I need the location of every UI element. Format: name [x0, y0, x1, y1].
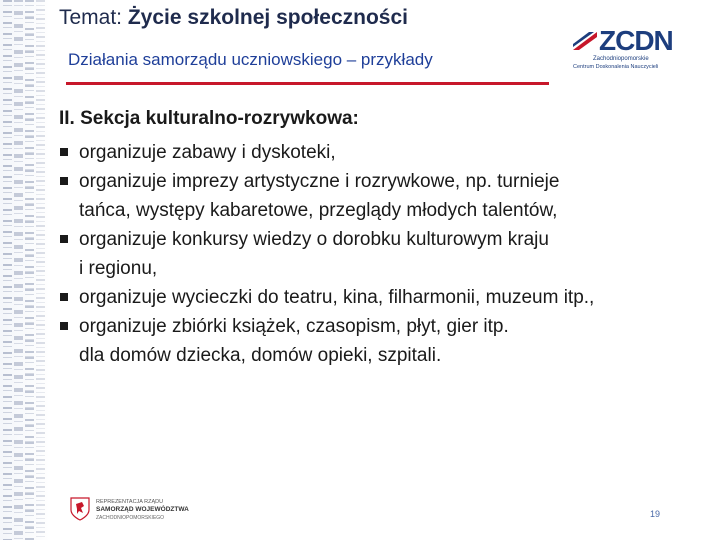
zcdn-logo [571, 25, 683, 74]
bullet-square-icon [60, 148, 68, 156]
list-item [59, 167, 709, 225]
bullet-square-icon [60, 177, 68, 185]
list-item [59, 138, 709, 167]
bullet-square-icon [60, 293, 68, 301]
zcdn-mark-icon [571, 30, 599, 52]
list-item-line: organizuje imprezy artystyczne i rozrywkowe, np. turnieje [79, 171, 560, 192]
list-item [59, 312, 709, 370]
list-item-line: tańca, występy kabaretowe, przeglądy młodych talentów, [79, 200, 558, 221]
title-topic: Życie szkolnej społeczności [127, 6, 408, 29]
list-item-line: organizuje zbiórki książek, czasopism, płyt, gier itp. [79, 316, 509, 337]
list-item-line: organizuje konkursy wiedzy o dorobku kulturowym kraju [79, 229, 549, 250]
handwriting-decoration [0, 0, 50, 540]
bullet-square-icon [60, 322, 68, 330]
griffin-shield-icon [70, 497, 90, 521]
bullet-square-icon [60, 235, 68, 243]
logo-wordmark: ZCDN [599, 25, 673, 56]
voivodeship-logo [70, 497, 200, 525]
list-item-line: organizuje zabawy i dyskoteki, [79, 142, 336, 163]
footer-org-line2: SAMORZĄD WOJEWÓDZTWA [96, 506, 189, 513]
page-number: 19 [650, 509, 661, 519]
title-prefix: Temat: [59, 6, 128, 29]
logo-line2: Centrum Doskonalenia Nauczycieli [573, 64, 659, 70]
bullet-list [59, 138, 709, 370]
page-title [59, 6, 408, 30]
list-item-line: i regionu, [79, 258, 158, 279]
footer-org-line1: REPREZENTACJA RZĄDU [96, 499, 164, 505]
list-item [59, 283, 709, 312]
footer-org-line3: ZACHODNIOPOMORSKIEGO [96, 515, 165, 521]
list-item-line: dla domów dziecka, domów opieki, szpitali. [79, 345, 442, 366]
logo-line1: Zachodniopomorskie [593, 56, 649, 62]
list-item-line: organizuje wycieczki do teatru, kina, filharmonii, muzeum itp., [79, 287, 595, 308]
section-heading: II. Sekcja kulturalno-rozrywkowa: [59, 108, 359, 129]
title-divider [66, 82, 549, 85]
list-item [59, 225, 709, 283]
page-subtitle: Działania samorządu uczniowskiego – przykłady [68, 50, 433, 69]
